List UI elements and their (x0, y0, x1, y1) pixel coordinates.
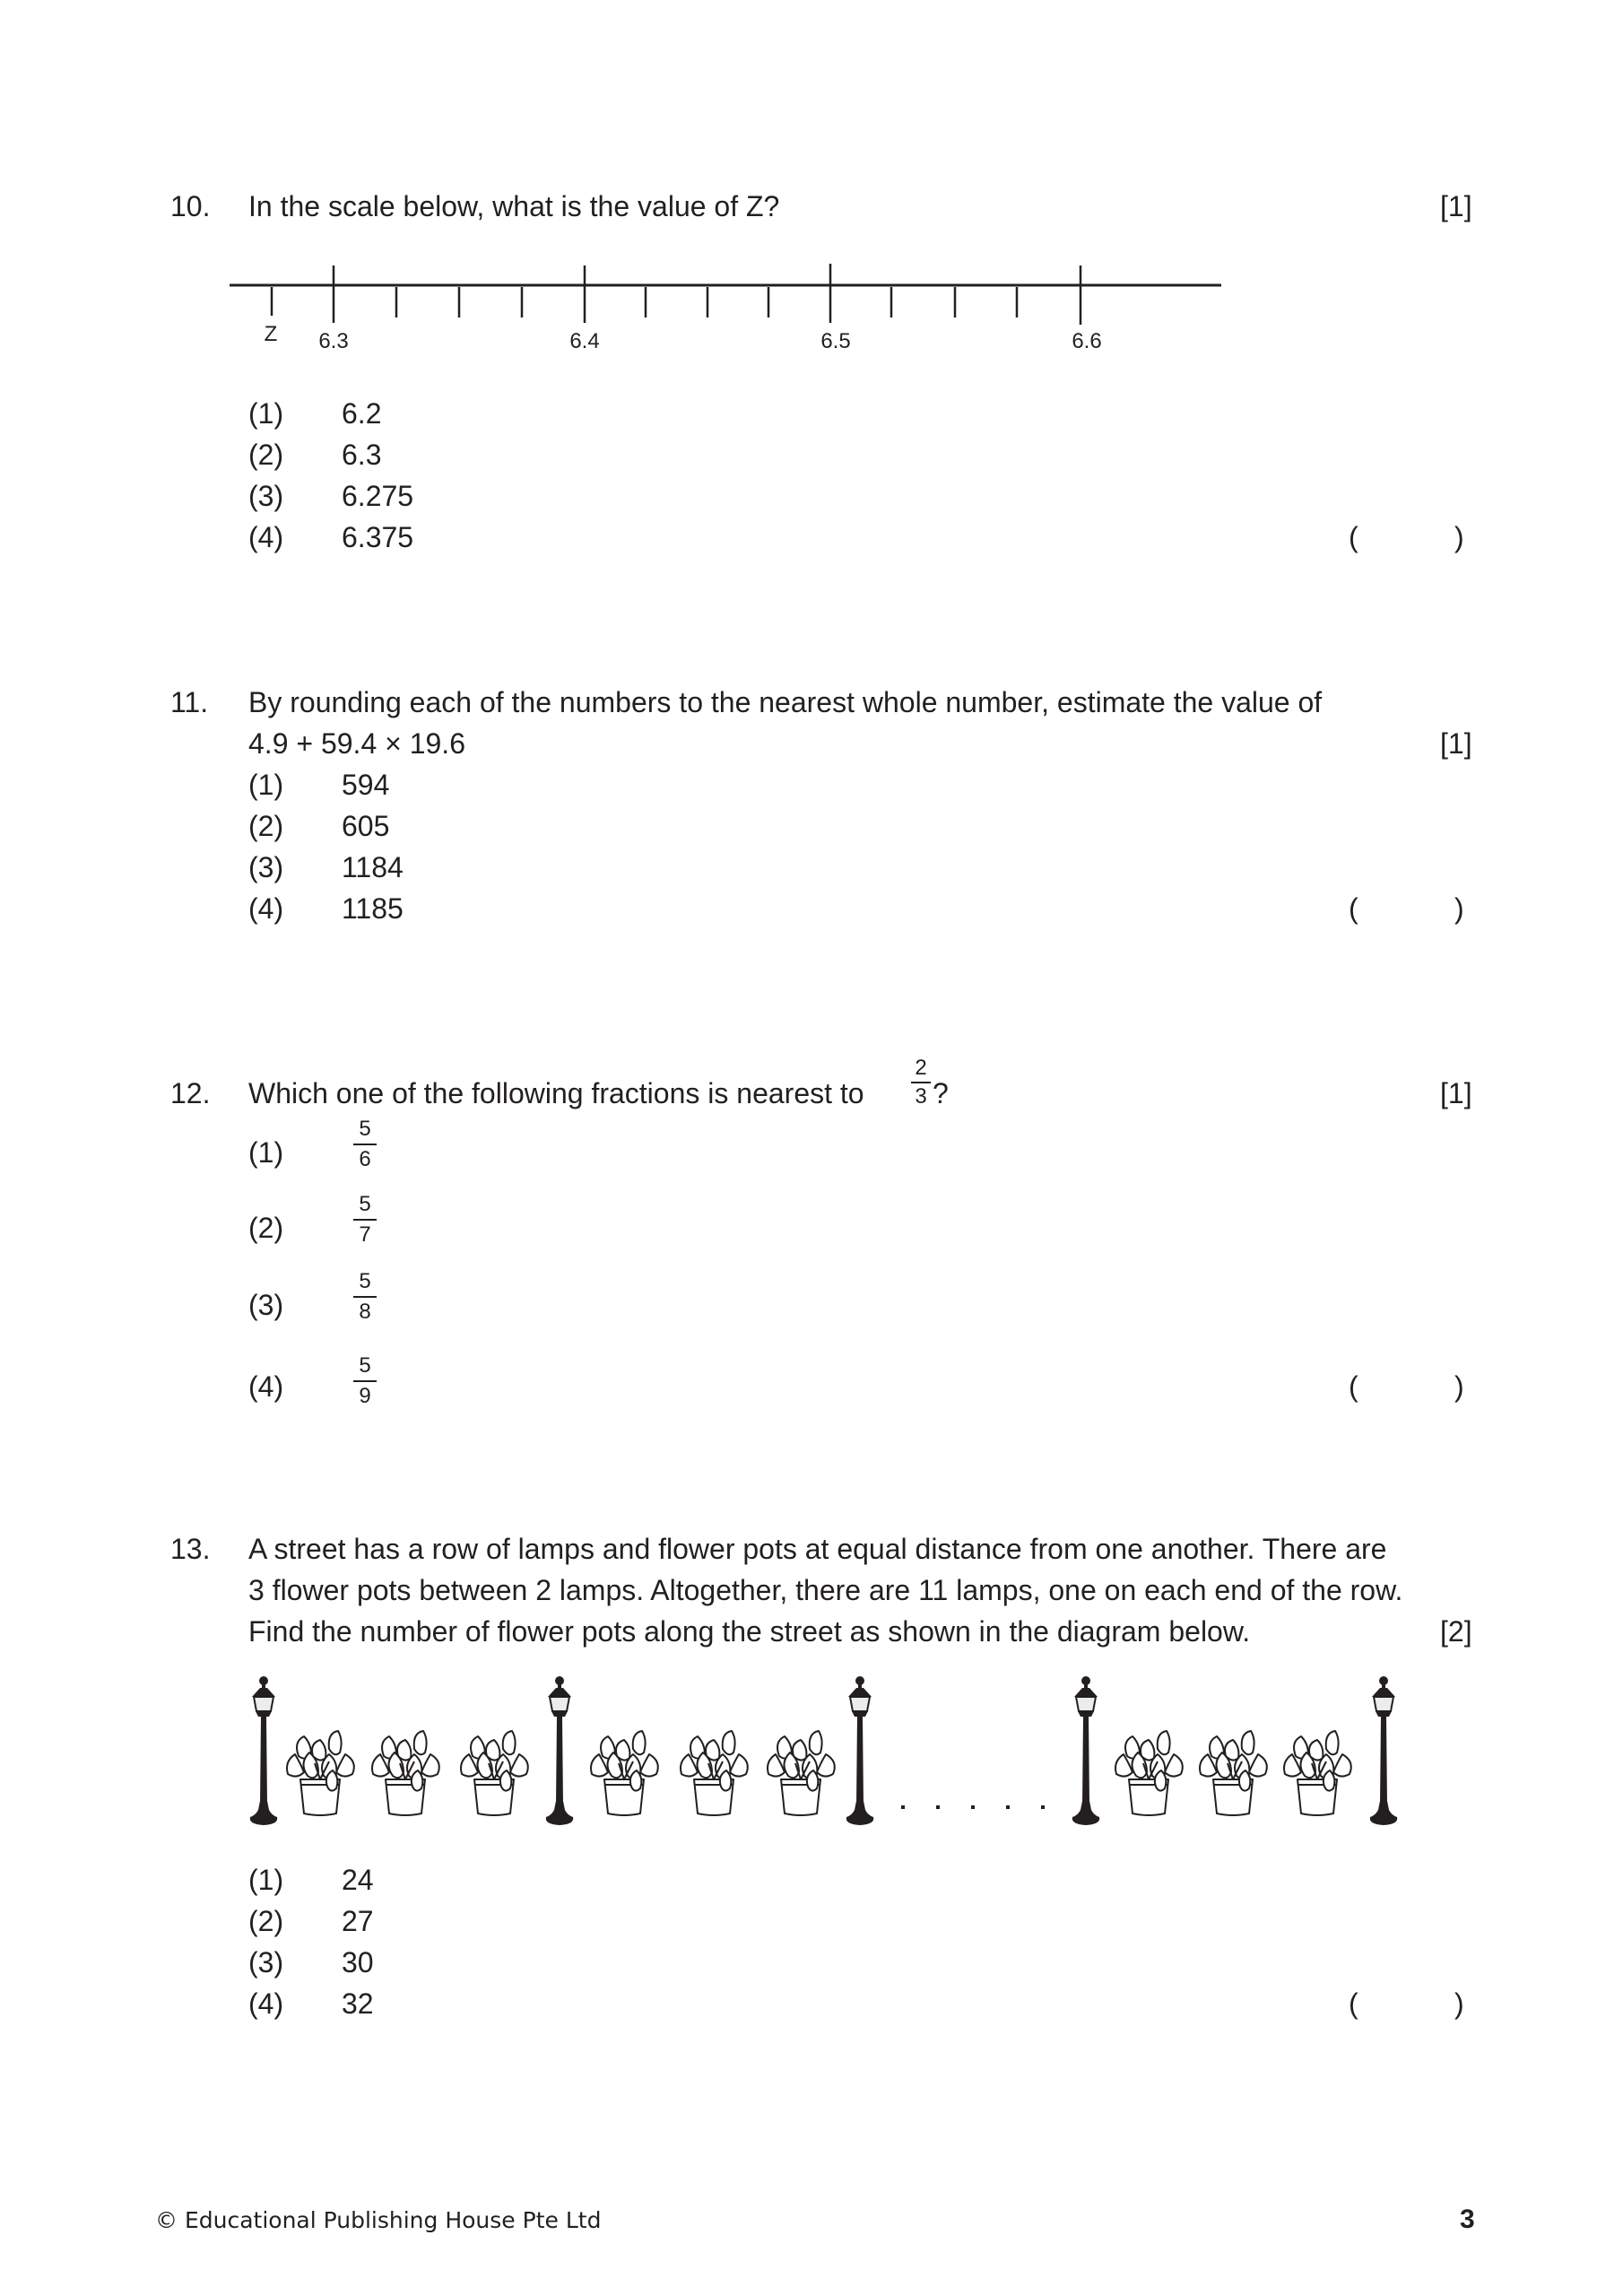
fraction-bar (353, 1380, 377, 1382)
flower-pot-icon (287, 1731, 354, 1815)
question-number: 12. (170, 1077, 211, 1109)
fraction-denominator: 9 (359, 1384, 371, 1408)
copyright-notice: © Educational Publishing House Pte Ltd (155, 2207, 602, 2233)
flower-pot-icon (768, 1731, 835, 1815)
street-lamp-icon (250, 1676, 277, 1825)
scale-label-z: Z (264, 322, 278, 346)
fraction-numerator: 2 (915, 1056, 927, 1080)
fraction-bar (911, 1082, 931, 1083)
option-label: (1) (248, 397, 284, 430)
answer-paren-open: ( (1349, 521, 1358, 553)
flower-pot-icon (372, 1731, 439, 1815)
option-fraction (353, 1353, 377, 1409)
answer-paren-close: ) (1454, 892, 1464, 925)
scale-label-6-4: 6.4 (569, 329, 600, 353)
option-label: (3) (248, 851, 284, 883)
option-label: (4) (248, 892, 284, 925)
option-value: 1185 (342, 892, 404, 925)
fraction-denominator: 8 (359, 1300, 371, 1324)
option-value: 32 (342, 1987, 374, 2020)
fraction-denominator: 6 (359, 1147, 371, 1171)
option-value: 6.3 (342, 439, 382, 471)
question-number: 11. (170, 686, 209, 718)
fraction-bar (353, 1144, 377, 1145)
lamps-and-pots-diagram (0, 1675, 1623, 1837)
scale-label-6-5: 6.5 (820, 329, 851, 353)
fraction-numerator: 5 (359, 1353, 371, 1378)
marks-label: [2] (1440, 1615, 1472, 1648)
option-value: 1184 (342, 851, 404, 883)
question-text: Which one of the following fractions is nearest to (248, 1077, 864, 1109)
question-number: 13. (170, 1533, 211, 1565)
option-label: (2) (248, 810, 284, 842)
ellipsis-dots (901, 1805, 1045, 1809)
option-value: 594 (342, 769, 390, 801)
flower-pot-icon (461, 1731, 528, 1815)
question-number: 10. (170, 190, 211, 222)
option-value: 30 (342, 1946, 374, 1979)
answer-paren-close: ) (1454, 1987, 1464, 2020)
option-label: (3) (248, 1289, 284, 1321)
fraction-bar (353, 1296, 377, 1298)
fraction-numerator: 5 (359, 1269, 371, 1293)
answer-paren-open: ( (1349, 1370, 1358, 1403)
scale-label-6-3: 6.3 (318, 329, 349, 353)
target-fraction (911, 1057, 931, 1109)
answer-paren-open: ( (1349, 1987, 1358, 2020)
fraction-numerator: 5 (359, 1117, 371, 1141)
option-value: 24 (342, 1864, 374, 1896)
option-fraction (353, 1269, 377, 1325)
option-label: (1) (248, 1864, 284, 1896)
street-lamp-icon (846, 1676, 873, 1825)
answer-paren-close: ) (1454, 521, 1464, 553)
street-lamp-icon (1370, 1676, 1397, 1825)
option-value: 6.275 (342, 480, 414, 512)
flower-pot-icon (1284, 1731, 1351, 1815)
option-label: (1) (248, 769, 284, 801)
option-label: (3) (248, 480, 284, 512)
question-text-line-2: 3 flower pots between 2 lamps. Altogether, there are 11 lamps, one on each end of the row. (248, 1574, 1403, 1606)
answer-paren-open: ( (1349, 892, 1358, 925)
scale-label-6-6: 6.6 (1072, 329, 1102, 353)
question-text: In the scale below, what is the value of Z? (248, 190, 780, 222)
option-fraction (353, 1117, 377, 1172)
street-lamp-icon (1072, 1676, 1099, 1825)
flower-pot-icon (1200, 1731, 1267, 1815)
marks-label: [1] (1440, 1077, 1472, 1109)
flower-pot-icon (591, 1731, 658, 1815)
fraction-numerator: 5 (359, 1192, 371, 1216)
page-number: 3 (1460, 2205, 1475, 2234)
option-value: 6.2 (342, 397, 382, 430)
marks-label: [1] (1440, 190, 1472, 222)
flower-pot-icon (1115, 1731, 1183, 1815)
option-label: (4) (248, 1987, 284, 2020)
option-label: (2) (248, 1905, 284, 1937)
flower-pot-icon (681, 1731, 748, 1815)
number-line-scale (0, 0, 1623, 377)
question-text-line-1: By rounding each of the numbers to the nearest whole number, estimate the value of (248, 686, 1323, 718)
fraction-denominator: 7 (359, 1222, 371, 1247)
option-fraction (353, 1192, 377, 1248)
marks-label: [1] (1440, 727, 1472, 760)
option-label: (4) (248, 1370, 284, 1403)
answer-paren-close: ) (1454, 1370, 1464, 1403)
question-text-line-3: Find the number of flower pots along the street as shown in the diagram below. (248, 1615, 1251, 1648)
fraction-denominator: 3 (915, 1084, 927, 1109)
option-label: (3) (248, 1946, 284, 1979)
option-label: (1) (248, 1136, 284, 1169)
option-label: (4) (248, 521, 284, 553)
option-value: 605 (342, 810, 390, 842)
option-label: (2) (248, 439, 284, 471)
question-expression: 4.9 + 59.4 × 19.6 (248, 727, 465, 760)
option-value: 6.375 (342, 521, 414, 553)
street-lamp-icon (546, 1676, 573, 1825)
question-suffix: ? (933, 1077, 949, 1109)
option-value: 27 (342, 1905, 374, 1937)
option-label: (2) (248, 1212, 284, 1244)
fraction-bar (353, 1219, 377, 1221)
question-text-line-1: A street has a row of lamps and flower pots at equal distance from one another. There are (248, 1533, 1387, 1565)
